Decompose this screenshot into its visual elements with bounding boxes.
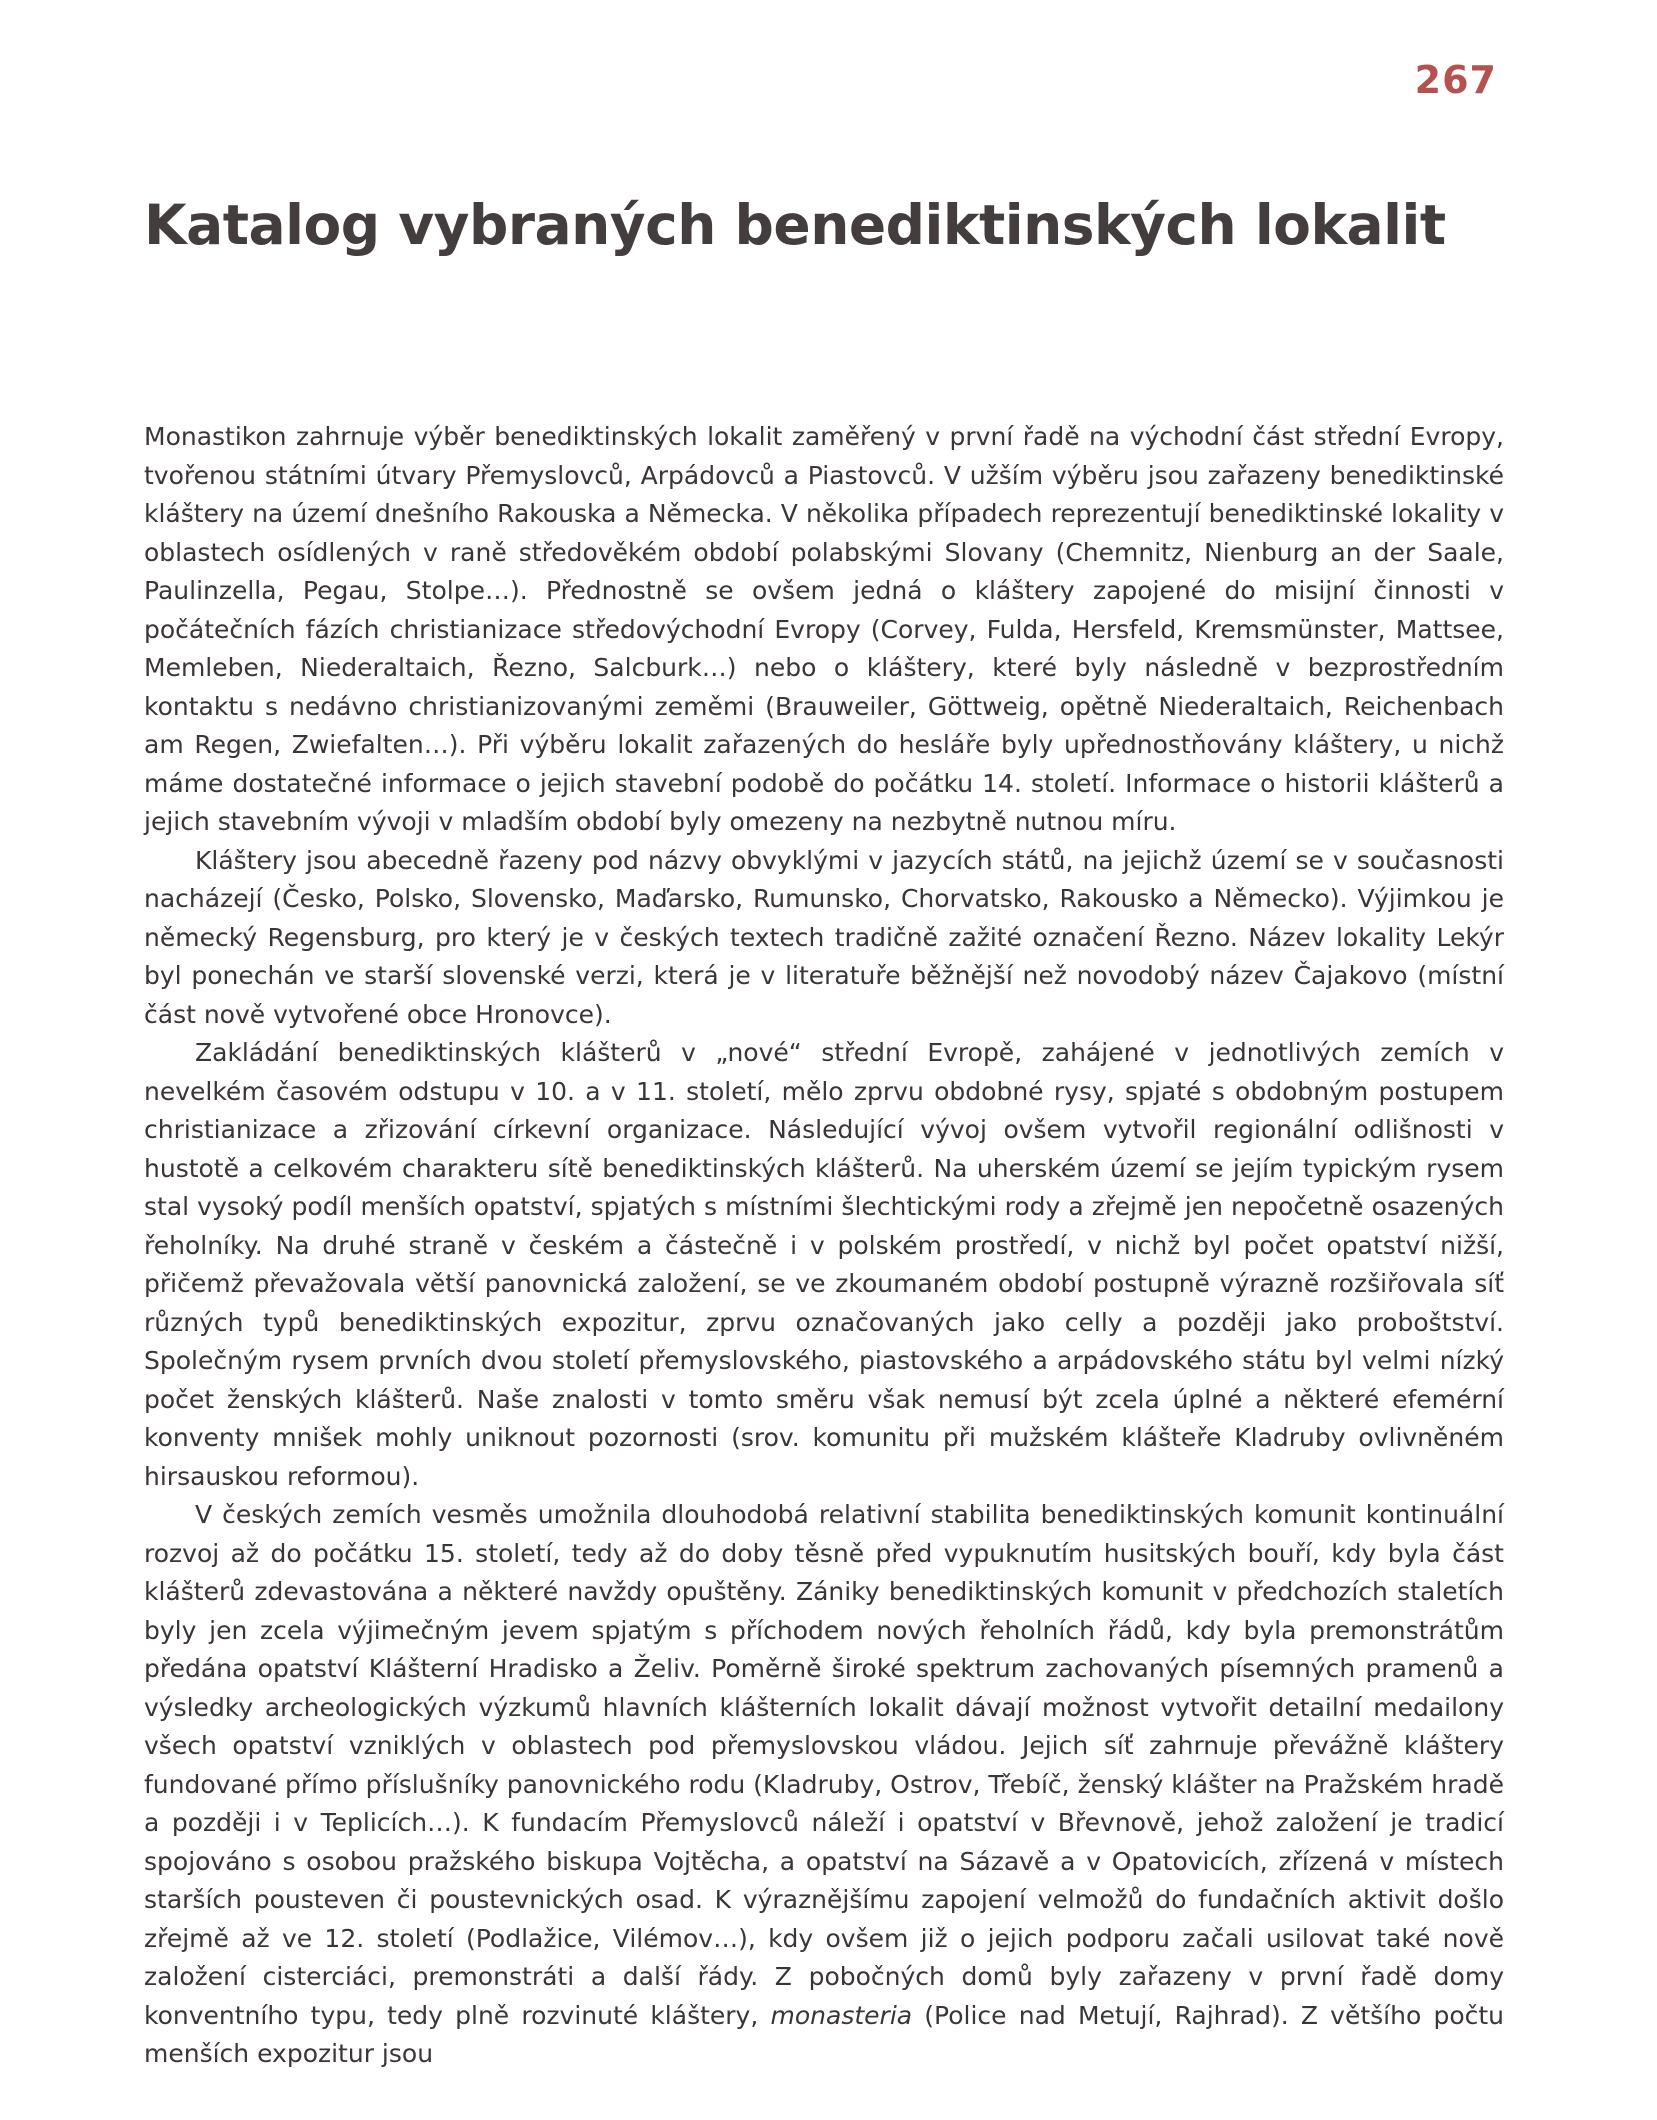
paragraph-4-tail: (Police nad Metují, Rajhrad). Z většího počtu menších expozitur jsou bbox=[144, 2000, 1505, 2068]
paragraph-1: Monastikon zahrnuje výběr benediktinských lokalit zaměřený v první řadě na východní část střední Evropy, tvořenou státními útvary Přemyslovců, Arpádovců a Piastovců. V užším výběru jsou zařazeny benediktinské kláštery na území dnešního Rakouska a Německa. V několika případech reprezentují benediktinské lokality v oblastech osídlených v raně středověkém období polabskými Slovany (Chemnitz, Nienburg an der Saale, Paulinzella, Pegau, Stolpe…). Přednostně se ovšem jedná o kláštery zapojené do misijní činnosti v počátečních fázích christianizace středovýchodní Evropy (Corvey, Fulda, Hersfeld, Kremsmünster, Mattsee, Memleben, Niederaltaich, Řezno, Salcburk…) nebo o kláštery, které byly následně v bezprostředním kontaktu s nedávno christianizovanými zeměmi (Brauweiler, Göttweig, opětně Niederaltaich, Reichenbach am Regen, Zwiefalten…). Při výběru lokalit zařazených do hesláře byly upřednostňovány kláštery, u nichž máme dostatečné informace o jejich stavební podobě do počátku 14. století. Informace o historii klášterů a jejich stavebním vývoji v mladším období byly omezeny na nezbytně nutnou míru. bbox=[144, 422, 1504, 836]
paragraph-4-italic-term: monasteria bbox=[770, 2000, 913, 2030]
paragraph-2: Kláštery jsou abecedně řazeny pod názvy obvyklými v jazycích států, na jejichž území se v současnosti nacházejí (Česko, Polsko, Slovensko, Maďarsko, Rumunsko, Chorvatsko, Rakousko a Německo). Výjimkou je německý Regensburg, pro který je v českých textech tradičně zažité označení Řezno. Název lokality Lekýr byl ponechán ve starší slovenské verzi, která je v literatuře běžnější než novodobý název Čajakovo (místní část nově vytvořené obce Hronovce). bbox=[144, 845, 1504, 1029]
paragraph-4 bbox=[144, 1496, 1504, 2074]
paragraph-4-text: V českých zemích vesměs umožnila dlouhodobá relativní stabilita benediktinských komunit kontinuální rozvoj až do počátku 15. století, tedy až do doby těsně před vypuknutím husitských bouří, kdy byla část klášterů zdevastována a některé navždy opuštěny. Zániky benediktinských komunit v předchozích staletích byly jen zcela výjimečným jevem spjatým s příchodem nových řeholních řádů, kdy byla premonstrátům předána opatství Klášterní Hradisko a Želiv. Poměrně široké spektrum zachovaných písemných pramenů a výsledky archeologických výzkumů hlavních klášterních lokalit dávají možnost vytvořit detailní medailony všech opatství vzniklých v oblastech pod přemyslovskou vládou. Jejich síť zahrnuje převážně kláštery fundované přímo příslušníky panovnického rodu (Kladruby, Ostrov, Třebíč, ženský klášter na Pražském hradě a později i v Teplicích…). K fundacím Přemyslovců náleží i opatství v Břevnově, jehož založení je tradicí spojováno s osobou pražského biskupa Vojtěcha, a opatství na Sázavě a v Opatovicích, zřízená v místech starších pousteven či poustevnických osad. K výraznějšímu zapojení velmožů do fundačních aktivit došlo zřejmě až ve 12. století (Podlažice, Vilémov…), kdy ovšem již o jejich podporu začali usilovat také nově založení cisterciáci, premonstráti a další řády. Z pobočných domů byly zařazeny v první řadě domy konventního typu, tedy plně rozvinuté kláštery, bbox=[144, 1500, 1504, 2030]
body-text bbox=[144, 418, 1504, 2074]
paragraph-3: Zakládání benediktinských klášterů v „nové“ střední Evropě, zahájené v jednotlivých zemích v nevelkém časovém odstupu v 10. a v 11. století, mělo zprvu obdobné rysy, spjaté s obdobným postupem christianizace a zřizování církevní organizace. Následující vývoj ovšem vytvořil regionální odlišnosti v hustotě a celkovém charakteru sítě benediktinských klášterů. Na uherském území se jejím typickým rysem stal vysoký podíl menších opatství, spjatých s místními šlechtickými rody a zřejmě jen nepočetně osazených řeholníky. Na druhé straně v českém a částečně i v polském prostředí, v nichž byl počet opatství nižší, přičemž převažovala větší panovnická založení, se ve zkoumaném období postupně výrazně rozšiřovala síť různých typů benediktinských expozitur, zprvu označovaných jako celly a později jako proboštství. Společným rysem prvních dvou století přemyslovského, piastovského a arpádovského státu byl velmi nízký počet ženských klášterů. Naše znalosti v tomto směru však nemusí být zcela úplné a některé efemérní konventy mnišek mohly uniknout pozornosti (srov. komunitu při mužském klášteře Kladruby ovlivněném hirsauskou reformou). bbox=[144, 1038, 1504, 1491]
page-number: 267 bbox=[1414, 58, 1497, 102]
page-title: Katalog vybraných benediktinských lokalit bbox=[144, 193, 1446, 257]
